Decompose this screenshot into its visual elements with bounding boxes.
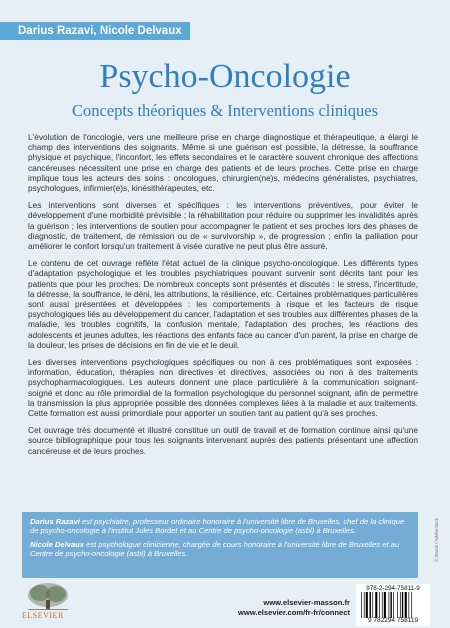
paragraph-3: Le contenu de cet ouvrage reflète l'état actuel de la clinique psycho-oncologique. Les différents types d'adaptation psychologique et les troubles psychiatriques pouvant survenir sont décrits tant pour les patients que pour les proches. De nombreux concepts sont présentés et discutés : le stress, l'incertitude, la détresse, la souffrance, le déni, les attributions, la résilience, etc. Certaines problématiques particulières sont aussi présentées et développées : les comportements à risque et les facteurs de risque psychologiques liés au développement du cancer, l'adaptation et ses troubles aux différentes phases de la maladie, les troubles cognitifs, la confusion mentale, l'adaptation des proches, les réactions des adolescents et jeunes adultes, les réactions des enfants face au cancer d'un parent, la prise en charge de la douleur, les prises de décisions en fin de vie et le deuil. xyxy=(28,258,419,350)
authors-bar: Darius Razavi, Nicole Delvaux xyxy=(0,22,190,40)
paragraph-2: Les interventions sont diverses et spécifiques : les interventions préventives, pour éviter le développement d'une morbidité prévisible ; la réhabilitation pour réduire ou supprimer les invalidités après la guérison ; les interventions de soutien pour accompagner le patient et ses proches lors des phases de diagnostic, de traitement, de rémission ou de « survivorship », de progression ; enfin la palliation pour améliorer le confort lorsqu'un traitement à visée curative ne peut plus être assuré. xyxy=(28,200,418,252)
bio-text: est psychologue clinicienne, chargée de cours honoraire à l'université libre de Bruxelles et au Centre de psycho-oncologie (asbl) à Bruxelles. xyxy=(30,539,400,559)
book-subtitle: Concepts théoriques & Interventions cliniques xyxy=(71,101,379,120)
paragraph-5: Cet ouvrage très documenté et illustré constitue un outil de travail et de formation continue ainsi qu'une source bibliographique pour tous les soignants intervenant auprès des patients présentant une affection cancéreuse et de leurs proches. xyxy=(28,425,418,456)
barcode-icon xyxy=(360,592,426,618)
isbn-number: 978-2-294-75811-9 xyxy=(366,585,420,592)
barcode-digits: 9 782294 758119 xyxy=(367,617,419,624)
publisher-name: ELSEVIER xyxy=(22,611,64,620)
author-bios xyxy=(22,512,418,578)
bio-name: Nicole Delvaux xyxy=(30,539,85,549)
image-credit: © iStock / Adobestock xyxy=(434,518,439,562)
book-title: Psycho-Oncologie xyxy=(99,58,351,95)
paragraph-1: L'évolution de l'oncologie, vers une meilleure prise en charge diagnostique et thérapeutique, a élargi le champ des interventions des soignants. Même si une guérison est possible, la détresse, la souffrance physique et psychique, l'inconfort, les effets secondaires et le caractère souvent chronique des affections cancéreuses nécessitent une prise en charge des patients et de leurs proches. Cette prise en charge implique tous les acteurs des soins : oncologues, chirurgien(ne)s, médecins généralistes, psychiatres, psychologues, infirmier(e)s, kinésithérapeutes, etc. xyxy=(28,132,418,194)
url-line[interactable]: www.elsevier-masson.fr xyxy=(263,598,350,607)
paragraph-4: Les diverses interventions psychologiques spécifiques ou non à ces problématiques sont exposées : information, éducation, thérapies non directives et directives, associées ou non à des traitements psychopharmacologiques. Les auteurs donnent une place particulière à la communication soignant-soigné et donc au rôle primordial de la formation psychologique du personnel soignant, afin de permettre la transmission la plus appropriée possible des données complexes liées à la maladie et aux traitements. Cette formation est aussi primordiale pour apporter un soutien tant au patient qu'à ses proches. xyxy=(28,357,418,419)
bio-text: est psychiatre, professeur ordinaire honoraire à l'université libre de Bruxelles, chef de la clinique de psycho-oncologie à l'institut Jules Bordet et au Centre de psycho-oncologie (asbl) à Bruxelles. xyxy=(30,517,405,536)
publisher-urls xyxy=(150,598,350,618)
back-cover-text xyxy=(28,132,418,463)
url-line[interactable]: www.elsevier.com/fr-fr/connect xyxy=(238,608,350,617)
bio-razavi xyxy=(30,517,410,536)
bio-name: Darius Razavi xyxy=(30,517,80,526)
bio-delvaux xyxy=(30,540,410,559)
isbn-barcode-block xyxy=(356,584,430,626)
